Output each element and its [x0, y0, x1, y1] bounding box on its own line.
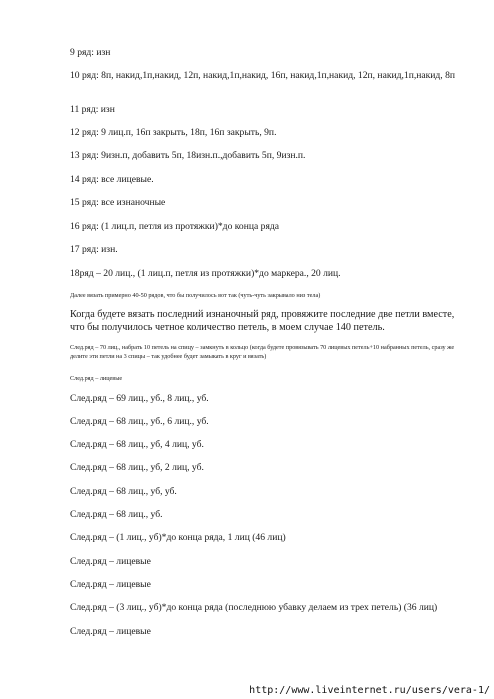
next-row-68-6: След.ряд – 68 лиц., уб., 6 лиц., уб.	[70, 416, 209, 427]
next-row-69: След.ряд – 69 лиц., уб., 8 лиц., уб.	[70, 393, 209, 404]
row-15-text: 15 ряд: все изнаночные	[70, 197, 166, 208]
next-row-knit-1: След.ряд – лицевые	[70, 375, 123, 382]
footer-url: http://www.liveinternet.ru/users/vera-1/	[249, 685, 490, 696]
row-13-text: 13 ряд: 9изн.п, добавить 5п, 18изн.п.,добавить 5п, 9изн.п.	[70, 150, 306, 161]
next-row-36: След.ряд – (3 лиц., уб)*до конца ряда (последнюю убавку делаем из трех петель) (36 лиц)	[70, 602, 438, 613]
next-row-68-4: След.ряд – 68 лиц., уб, 4 лиц, уб.	[70, 439, 204, 450]
next-row-knit-4: След.ряд – лицевые	[70, 626, 151, 637]
next-row-68-2: След.ряд – 68 лиц., уб, 2 лиц, уб.	[70, 462, 204, 473]
next-row-68-ub-ub: След.ряд – 68 лиц., уб, уб.	[70, 486, 177, 497]
last-row-instruction: Когда будете вязать последний изнаночный ряд, провяжите последние две петли вместе, что бы получилось четное количество петель, в моем случае 140 петель.	[70, 309, 455, 333]
next-row-46: След.ряд – (1 лиц., уб)*до конца ряда, 1 лиц (46 лиц)	[70, 532, 286, 543]
row-18-text: 18ряд – 20 лиц., (1 лиц.п, петля из протяжки)*до маркера., 20 лиц.	[70, 268, 341, 279]
next-row-knit-2: След.ряд – лицевые	[70, 556, 151, 567]
next-row-68-ub: След.ряд – 68 лиц., уб.	[70, 509, 163, 520]
next-row-knit-3: След.ряд – лицевые	[70, 579, 151, 590]
next-row-note-ring: След.ряд – 70 лиц., набрать 10 петель на спицу – замкнуть в кольцо (когда будете провязывать 70 лицевых петель+10 набранных петель, сразу же делите эти петли на 3 спицы – так удобнее будет замыкать в круг и вязать)	[70, 344, 455, 360]
row-12-text: 12 ряд: 9 лиц.п, 16п закрыть, 18п, 16п закрыть, 9п.	[70, 127, 277, 138]
row-14-text: 14 ряд: все лицевые.	[70, 174, 154, 185]
row-10-text: 10 ряд: 8п, накид,1п,накид, 12п, накид,1п,накид, 16п, накид,1п,накид, 12п, накид,1п,накид, 8п	[70, 70, 456, 81]
row-16-text: 16 ряд: (1 лиц.п, петля из протяжки)*до конца ряда	[70, 221, 280, 232]
row-9-text: 9 ряд: изн	[70, 47, 111, 58]
row-17-text: 17 ряд: изн.	[70, 244, 118, 255]
row-11-text: 11 ряд: изн	[70, 104, 115, 115]
continue-note: Далее вязать примерно 40-50 рядов, что бы получилось вот так (чуть-чуть закрывало низ тела)	[70, 292, 321, 299]
